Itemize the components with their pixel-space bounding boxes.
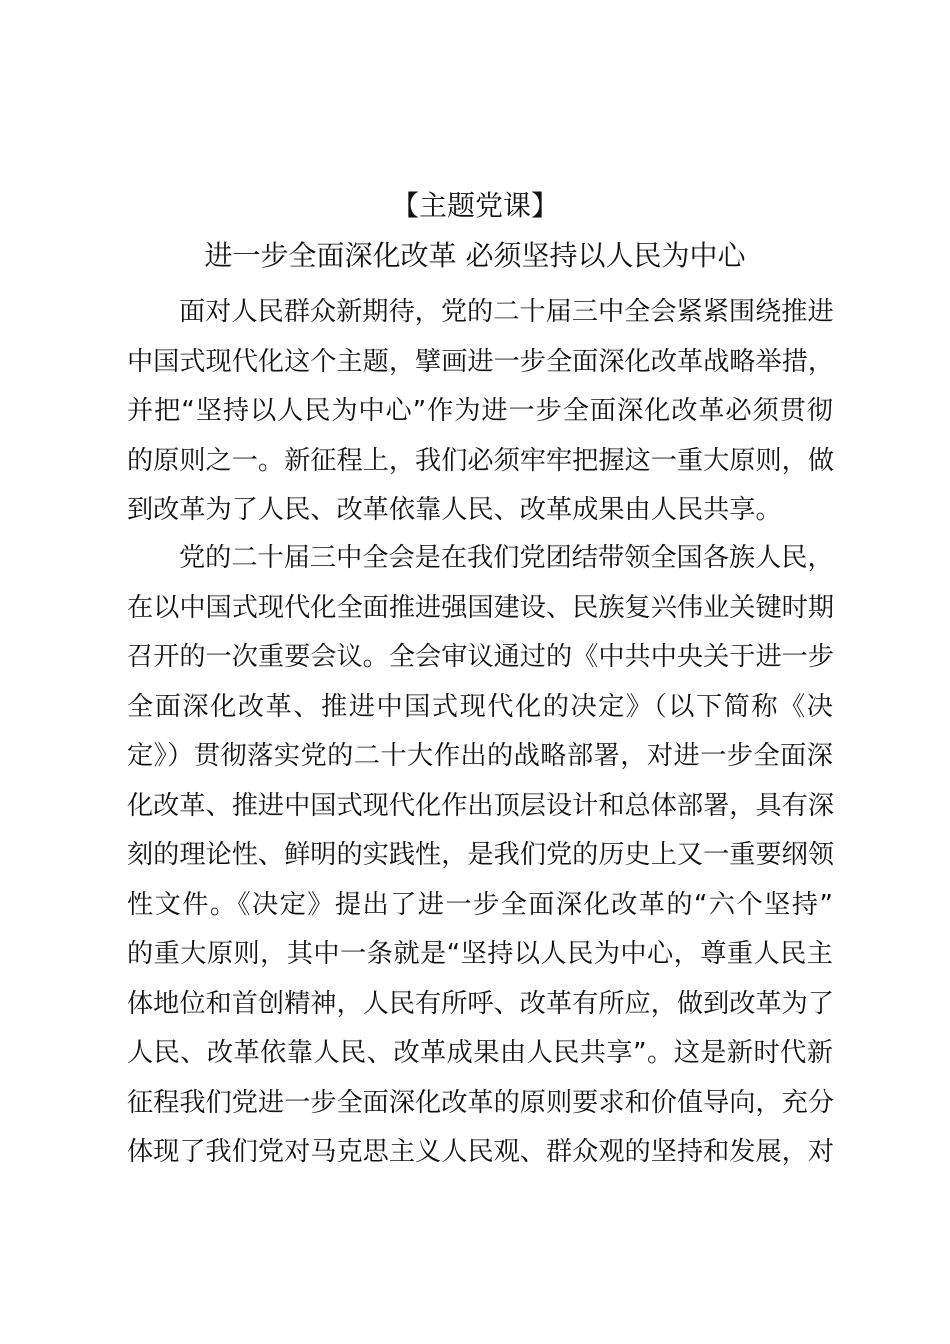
paragraph-line: 性文件。《决定》提出了进一步全面深化改革的“六个坚持” [127, 889, 833, 920]
paragraph-line: 征程我们党进一步全面深化改革的原则要求和价值导向，充分 [127, 1087, 835, 1118]
paragraph-line: 召开的一次重要会议。全会审议通过的《中共中央关于进一步 [127, 642, 835, 672]
paragraph-line: 人民、改革依靠人民、改革成果由人民共享”。这是新时代新 [127, 1038, 833, 1068]
document-title: 进一步全面深化改革 必须坚持以人民为中心 [204, 239, 746, 272]
paragraph-line: 体现了我们党对马克思主义人民观、群众观的坚持和发展，对 [127, 1137, 835, 1167]
paragraph-line: 到改革为了人民、改革依靠人民、改革成果由人民共享。 [127, 495, 782, 525]
paragraph-line: 面对人民群众新期待，党的二十届三中全会紧紧围绕推进 [179, 297, 834, 327]
paragraph-line: 党的二十届三中全会是在我们党团结带领全国各族人民， [179, 543, 834, 573]
paragraph-line: 并把“坚持以人民为中心”作为进一步全面深化改革必须贯彻 [127, 396, 833, 426]
paragraph-line: 全面深化改革、推进中国式现代化的决定》（以下简称《决 [127, 691, 833, 722]
paragraph-line: 定》）贯彻落实党的二十大作出的战略部署，对进一步全面深 [127, 741, 833, 771]
paragraph-line: 的原则之一。新征程上，我们必须牢牢把握这一重大原则，做 [127, 445, 835, 476]
paragraph-line: 的重大原则，其中一条就是“坚持以人民为中心，尊重人民主 [127, 939, 833, 969]
document-label: 【主题党课】 [390, 189, 559, 222]
paragraph-line: 体地位和首创精神，人民有所呼、改革有所应，做到改革为了 [127, 988, 835, 1019]
paragraph-1 [127, 288, 833, 536]
paragraph-line: 中国式现代化这个主题，擘画进一步全面深化改革战略举措， [127, 346, 835, 377]
paragraph-2 [127, 534, 833, 1178]
paragraph-line: 刻的理论性、鲜明的实践性，是我们党的历史上又一重要纲领 [127, 840, 835, 870]
paragraph-line: 化改革、推进中国式现代化作出顶层设计和总体部署，具有深 [127, 790, 835, 821]
paragraph-line: 在以中国式现代化全面推进强国建设、民族复兴伟业关键时期 [127, 592, 835, 623]
